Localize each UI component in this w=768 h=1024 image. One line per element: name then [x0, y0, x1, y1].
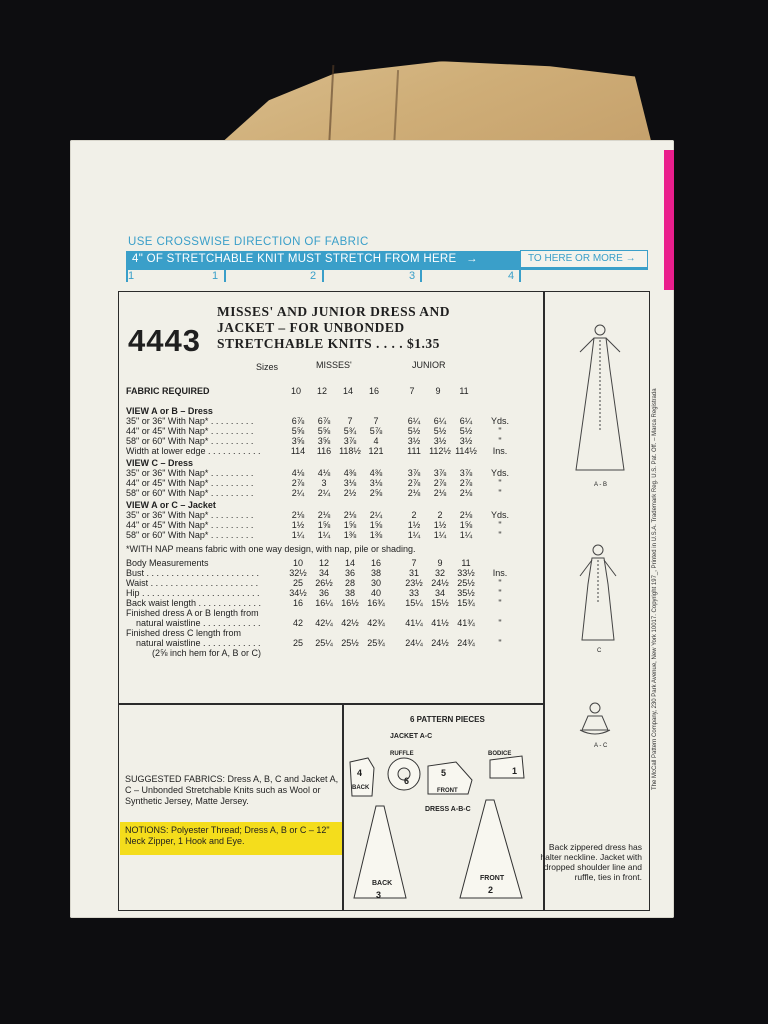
row-label: Finished dress A or B length from	[126, 608, 259, 618]
table-cell: 4	[373, 436, 379, 446]
table-cell: 24¼	[405, 638, 423, 648]
table-cell: 24¾	[457, 638, 475, 648]
jacket-label: JACKET A-C	[390, 733, 433, 740]
table-cell: 40	[370, 588, 381, 598]
ruler-label: 4	[508, 270, 515, 282]
table-cell: 23½	[405, 578, 423, 588]
size-column-header: 16	[368, 386, 379, 396]
table-cell: 4⅜	[343, 468, 357, 478]
unit-cell: Yds.	[490, 510, 509, 520]
sizes-label: Sizes	[256, 362, 279, 372]
size-column-header: 9	[435, 386, 441, 396]
unit-cell: "	[498, 488, 502, 498]
table-cell: 1⅝	[459, 520, 473, 530]
table-cell: 1½	[433, 520, 447, 530]
table-cell: 5⅝	[317, 426, 331, 436]
table-cell: 2	[411, 510, 417, 520]
unit-cell: "	[498, 598, 502, 608]
table-cell: 121	[368, 446, 384, 456]
table-cell: 26½	[315, 578, 333, 588]
table-cell: 2⅝	[369, 488, 383, 498]
title-line: JACKET – FOR UNBONDED	[217, 320, 405, 335]
front-label: FRONT	[437, 788, 458, 794]
table-cell: 6⅞	[291, 416, 305, 426]
table-cell: 3⅛	[369, 478, 383, 488]
figure-dress-ab	[560, 320, 640, 490]
row-label: 58" or 60" With Nap* . . . . . . . . .	[126, 530, 254, 540]
table-cell: 42½	[341, 618, 359, 628]
table-cell: 2⅛	[343, 510, 357, 520]
table-cell: 15¼	[405, 598, 423, 608]
size-column-header: 11	[461, 558, 471, 568]
table-cell: 1⅜	[343, 530, 357, 540]
unit-cell: "	[498, 530, 502, 540]
unit-cell: "	[498, 426, 502, 436]
row-label: Bust . . . . . . . . . . . . . . . . . . . . . . .	[126, 568, 260, 578]
table-cell: 24½	[431, 638, 449, 648]
divider	[543, 291, 545, 911]
table-cell: 24½	[431, 578, 449, 588]
size-column-header: 10	[292, 558, 303, 568]
table-cell: 6¼	[459, 416, 473, 426]
table-cell: 35½	[457, 588, 475, 598]
table-cell: 34	[434, 588, 445, 598]
table-cell: 3	[321, 478, 327, 488]
table-cell: 38	[370, 568, 381, 578]
table-cell: 114½	[455, 446, 477, 456]
piece-number: 5	[441, 768, 447, 778]
table-cell: 36	[318, 588, 329, 598]
fabric-table	[126, 362, 541, 702]
row-label: 35" or 36" With Nap* . . . . . . . . .	[126, 468, 254, 478]
size-column-header: 12	[318, 558, 329, 568]
table-cell: 111	[407, 446, 421, 456]
table-cell: 2¼	[317, 488, 331, 498]
table-cell: 2	[437, 510, 443, 520]
row-label: Finished dress C length from	[126, 628, 242, 638]
view-label: A - B	[594, 482, 608, 488]
fabric-required-label: FABRIC REQUIRED	[126, 386, 210, 396]
table-cell: 2⅛	[407, 488, 421, 498]
unit-cell: "	[498, 588, 502, 598]
table-cell: 3½	[459, 436, 473, 446]
row-label: Back waist length . . . . . . . . . . . . .	[126, 598, 262, 608]
table-cell: 3⅝	[317, 436, 331, 446]
table-cell: 6⅞	[317, 416, 331, 426]
table-cell: 5½	[459, 426, 473, 436]
row-label: natural waistline . . . . . . . . . . . .	[136, 638, 261, 648]
table-cell: 31	[408, 568, 419, 578]
table-cell: 34½	[289, 588, 307, 598]
table-cell: 33	[408, 588, 419, 598]
table-cell: 3⅞	[433, 468, 447, 478]
ruler-label: 2	[310, 270, 317, 282]
nap-note: *WITH NAP means fabric with one way design, with nap, pile or shading.	[126, 544, 416, 554]
unit-cell: Yds.	[490, 416, 509, 426]
table-cell: 7	[373, 416, 379, 426]
section-title: VIEW C – Dress	[126, 458, 194, 468]
ruler-tick	[420, 268, 422, 282]
arrow-right-icon: →	[466, 253, 478, 265]
row-label: 35" or 36" With Nap* . . . . . . . . .	[126, 510, 254, 520]
table-cell: 3½	[433, 436, 447, 446]
row-label: 44" or 45" With Nap* . . . . . . . . .	[126, 520, 254, 530]
row-label: 35" or 36" With Nap* . . . . . . . . .	[126, 416, 254, 426]
table-cell: 38	[344, 588, 355, 598]
table-cell: 2⅛	[317, 510, 331, 520]
piece-front-dress	[460, 800, 522, 898]
title-line: MISSES' AND JUNIOR DRESS AND	[217, 304, 451, 319]
pattern-title	[217, 304, 450, 352]
ruler-label: 3	[409, 270, 416, 282]
pink-edge	[664, 150, 674, 290]
table-cell: 42	[292, 618, 303, 628]
table-cell: 2⅞	[291, 478, 305, 488]
unit-cell: "	[498, 520, 502, 530]
view-label: A - C	[594, 743, 608, 749]
piece-number: 4	[357, 768, 363, 778]
row-label: 44" or 45" With Nap* . . . . . . . . .	[126, 426, 254, 436]
table-cell: 2½	[343, 488, 357, 498]
back-label: BACK	[372, 880, 393, 887]
table-cell: 41¾	[457, 618, 475, 628]
title-line: STRETCHABLE KNITS . . . . $1.35	[217, 336, 440, 351]
table-cell: 2⅛	[459, 510, 473, 520]
table-cell: 3⅛	[343, 478, 357, 488]
suggested-fabrics: SUGGESTED FABRICS: Dress A, B, C and Jacket A, C – Unbonded Stretchable Knits such as Wool or Synthetic Jersey, Matte Jersey.	[125, 774, 339, 806]
piece-number: 6	[404, 776, 410, 786]
figure-jacket-ac	[570, 700, 620, 740]
table-cell: 2⅛	[433, 488, 447, 498]
table-cell: 3⅝	[291, 436, 305, 446]
unit-cell: "	[498, 578, 502, 588]
design-description: Back zippered dress has halter neckline. Jacket with dropped shoulder line and ruffle, ties in front.	[540, 842, 642, 882]
section-title: VIEW A or C – Jacket	[126, 500, 216, 510]
table-cell: 16	[292, 598, 303, 608]
pattern-number: 4443	[128, 323, 201, 358]
copyright-text: The McCall Pattern Company, 230 Park Avenue, New York 10017. Copyright 197_, Printed in U.S.A. Trademark Reg. U.S. Pat. Off. – Marca Registrada	[652, 388, 658, 790]
table-cell: 5⅞	[369, 426, 383, 436]
table-cell: 32	[434, 568, 445, 578]
ruffle-label: RUFFLE	[390, 751, 414, 757]
stretch-text: 4" OF STRETCHABLE KNIT MUST STRETCH FROM HERE	[132, 253, 457, 265]
stretch-gauge-bar	[126, 251, 521, 268]
table-cell: 1¼	[291, 530, 305, 540]
table-cell: 1⅜	[369, 530, 383, 540]
figure-dress-c	[568, 540, 628, 646]
ruler-label: 1	[212, 270, 219, 282]
misses-header: MISSES'	[316, 360, 352, 370]
table-cell: 116	[316, 446, 332, 456]
table-cell: 4⅜	[369, 468, 383, 478]
size-column-header: 7	[411, 558, 417, 568]
table-cell: 114	[290, 446, 306, 456]
table-cell: 1⅝	[369, 520, 383, 530]
table-cell: 41½	[431, 618, 449, 628]
table-cell: 2⅞	[407, 478, 421, 488]
table-cell: 1½	[407, 520, 421, 530]
row-label: Waist . . . . . . . . . . . . . . . . . . . . . .	[126, 578, 259, 588]
table-cell: 3⅞	[459, 468, 473, 478]
table-cell: 1¼	[317, 530, 331, 540]
table-cell: 112½	[429, 446, 451, 456]
size-column-header: 9	[437, 558, 443, 568]
table-cell: 5½	[433, 426, 447, 436]
row-label: Width at lower edge . . . . . . . . . . .	[126, 446, 261, 456]
unit-cell: Ins.	[492, 568, 508, 578]
table-cell: 1½	[291, 520, 305, 530]
size-column-header: 10	[290, 386, 301, 396]
junior-header: JUNIOR	[412, 360, 446, 370]
piece-number: 2	[488, 885, 494, 895]
ruler-tick	[224, 268, 226, 282]
table-cell: 30	[370, 578, 381, 588]
hem-note: (2⅝ inch hem for A, B or C)	[152, 648, 262, 658]
unit-cell: "	[498, 436, 502, 446]
table-cell: 15½	[431, 598, 449, 608]
table-cell: 16½	[341, 598, 359, 608]
table-cell: 3⅞	[343, 436, 357, 446]
notions-box: NOTIONS: Polyester Thread; Dress A, B or C – 12" Neck Zipper, 1 Hook and Eye.	[120, 822, 342, 855]
table-cell: 28	[344, 578, 355, 588]
table-cell: 42¼	[315, 618, 333, 628]
table-cell: 36	[344, 568, 355, 578]
unit-cell: Yds.	[490, 468, 509, 478]
table-cell: 15¾	[457, 598, 475, 608]
table-cell: 2⅛	[459, 488, 473, 498]
row-label: natural waistline . . . . . . . . . . . .	[136, 618, 261, 628]
size-column-header: 11	[459, 386, 469, 396]
pattern-pieces-title: 6 PATTERN PIECES	[410, 715, 485, 724]
table-cell: 6¼	[407, 416, 421, 426]
unit-cell: "	[498, 618, 502, 628]
back-label: BACK	[352, 785, 370, 791]
table-cell: 33½	[457, 568, 475, 578]
table-cell: 34	[318, 568, 329, 578]
table-cell: 25½	[457, 578, 475, 588]
size-column-header: 16	[370, 558, 381, 568]
table-cell: 25¼	[315, 638, 333, 648]
unit-cell: "	[498, 638, 502, 648]
divider	[118, 703, 543, 705]
table-cell: 41¼	[405, 618, 423, 628]
bodice-label: BODICE	[488, 751, 512, 757]
row-label: 58" or 60" With Nap* . . . . . . . . .	[126, 488, 254, 498]
table-cell: 2¼	[291, 488, 305, 498]
table-cell: 3½	[407, 436, 421, 446]
size-column-header: 14	[344, 558, 355, 568]
ruler-tick	[519, 268, 521, 282]
piece-number: 3	[376, 890, 382, 900]
ruler-label: 1	[128, 270, 135, 282]
table-cell: 7	[347, 416, 353, 426]
table-cell: 25	[292, 638, 303, 648]
unit-cell: Ins.	[492, 446, 508, 456]
table-cell: 2⅛	[291, 510, 305, 520]
table-cell: 1¼	[459, 530, 473, 540]
table-cell: 16¾	[367, 598, 385, 608]
piece-number: 1	[512, 766, 518, 776]
table-cell: 3⅞	[407, 468, 421, 478]
size-column-header: 7	[409, 386, 415, 396]
table-cell: 25	[292, 578, 303, 588]
table-cell: 2⅞	[433, 478, 447, 488]
table-cell: 4⅛	[317, 468, 331, 478]
table-cell: 2⅞	[459, 478, 473, 488]
ruler-line	[126, 268, 648, 270]
size-column-header: 14	[342, 386, 353, 396]
front-label: FRONT	[480, 875, 505, 882]
table-cell: 1¼	[407, 530, 421, 540]
row-label: Hip . . . . . . . . . . . . . . . . . . . . . . . .	[126, 588, 260, 598]
table-cell: 5½	[407, 426, 421, 436]
row-label: 58" or 60" With Nap* . . . . . . . . .	[126, 436, 254, 446]
ruler-tick	[322, 268, 324, 282]
table-cell: 1⅝	[343, 520, 357, 530]
table-cell: 5⅝	[291, 426, 305, 436]
crosswise-label: USE CROSSWISE DIRECTION OF FABRIC	[128, 236, 369, 248]
table-cell: 32½	[289, 568, 307, 578]
table-cell: 4⅛	[291, 468, 305, 478]
table-cell: 25¾	[367, 638, 385, 648]
table-cell: 1¼	[433, 530, 447, 540]
size-column-header: 12	[316, 386, 327, 396]
table-cell: 5¾	[343, 426, 357, 436]
view-label: C	[597, 648, 602, 654]
unit-cell: "	[498, 478, 502, 488]
row-label: 44" or 45" With Nap* . . . . . . . . .	[126, 478, 254, 488]
table-cell: 2¼	[369, 510, 383, 520]
table-cell: 42¾	[367, 618, 385, 628]
table-cell: 1⅝	[317, 520, 331, 530]
table-cell: 16¼	[315, 598, 333, 608]
piece-bodice	[490, 756, 524, 778]
table-cell: 25½	[341, 638, 359, 648]
to-here-box: TO HERE OR MORE →	[520, 250, 648, 268]
table-cell: 118½	[339, 446, 361, 456]
section-title: VIEW A or B – Dress	[126, 406, 213, 416]
dress-label: DRESS A-B-C	[425, 806, 471, 813]
body-measurements-title: Body Measurements	[126, 558, 209, 568]
table-cell: 6¼	[433, 416, 447, 426]
